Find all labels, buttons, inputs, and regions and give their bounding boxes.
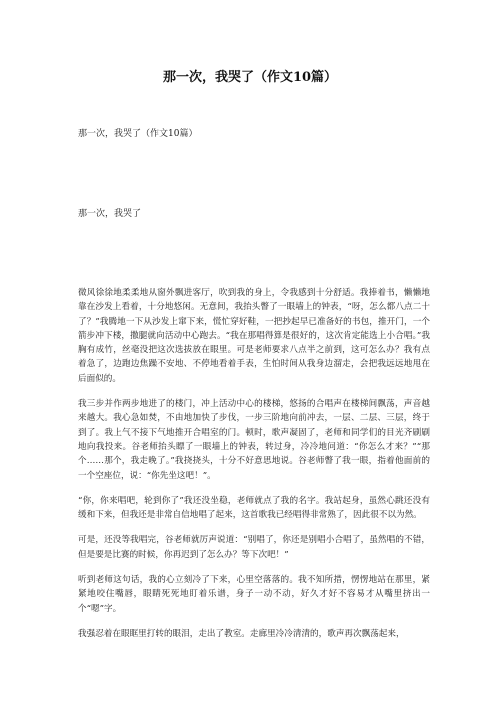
document-title: 那一次，我哭了（作文10篇） [162,70,338,85]
paragraph: “你，你来唱吧，轮到你了”我还没坐稳，老师就点了我的名字。我站起身，虽然心跳还没有缓和下来，但我还是非常自信地唱了起来，这首歌我已经唱得非常熟了，因此很不以为然。 [78,495,430,521]
paragraph: 可是，还没等我唱完，谷老师就厉声说道：“别唱了，你还是别唱小合唱了，虽然唱的不错，但是要是比赛的时候，你再迟到了怎么办？等下次吧！” [78,535,430,560]
section-heading: 那一次，我哭了 [78,209,142,219]
document-subtitle: 那一次，我哭了（作文10篇） [78,129,198,139]
essay-body [78,286,430,652]
paragraph: 我强忍着在眼眶里打转的眼泪，走出了教室。走廊里冷冷清清的，歌声再次飘荡起来， [78,628,405,639]
paragraph: 听到老师这句话，我的心立刻冷了下来，心里空落落的。我不知所措，愣愣地站在那里，紧紧地咬住嘴唇，眼睛死死地盯着乐谱，身子一动不动，好久才好不容易才从嘴里挤出一个“嗯”字。 [78,575,430,614]
paragraph: 我三步并作两步地进了的楼门，冲上活动中心的楼梯，悠扬的合唱声在楼梯间飘荡，声音越来越大。我心急如焚，不由地加快了步伐，一步三阶地向前冲去，一层、二层、三层，终于到了。我上气不接下气地推开合唱室的门。顿时，歌声凝固了，老师和同学们的目光齐刷刷地向我投来。谷老师抬头瞟了一眼墙上的钟表，转过身，冷冷地问道：“你怎么才来？”“那个……那个，我走晚了。”我挠挠头，十分不好意思地说。谷老师瞥了我一眼，指着他面前的一个空座位，说：“你先坐这吧！”。 [78,399,430,481]
paragraph: 微风徐徐地柔柔地从窗外飘进客厅，吹到我的身上，令我感到十分舒适。我捧着书，懒懒地靠在沙发上看着，十分地悠闲。无意间，我抬头瞥了一眼墙上的钟表，“呀，怎么都八点二十了？”我腾地一下从沙发上窜下来，慌忙穿好鞋，一把抄起早已准备好的书包，推开门，一个箭步冲下楼，撒腿就向活动中心跑去。“我在那唱得算是很好的，这次肯定能选上小合唱。”我胸有成竹，丝毫没把这次选拔放在眼里。可是老师要求八点半之前到，这可怎么办？我有点着急了，边跑边焦躁不安地、不停地看着手表，生怕时间从我身边溜走，会把我远远地甩在后面似的。 [78,288,430,384]
